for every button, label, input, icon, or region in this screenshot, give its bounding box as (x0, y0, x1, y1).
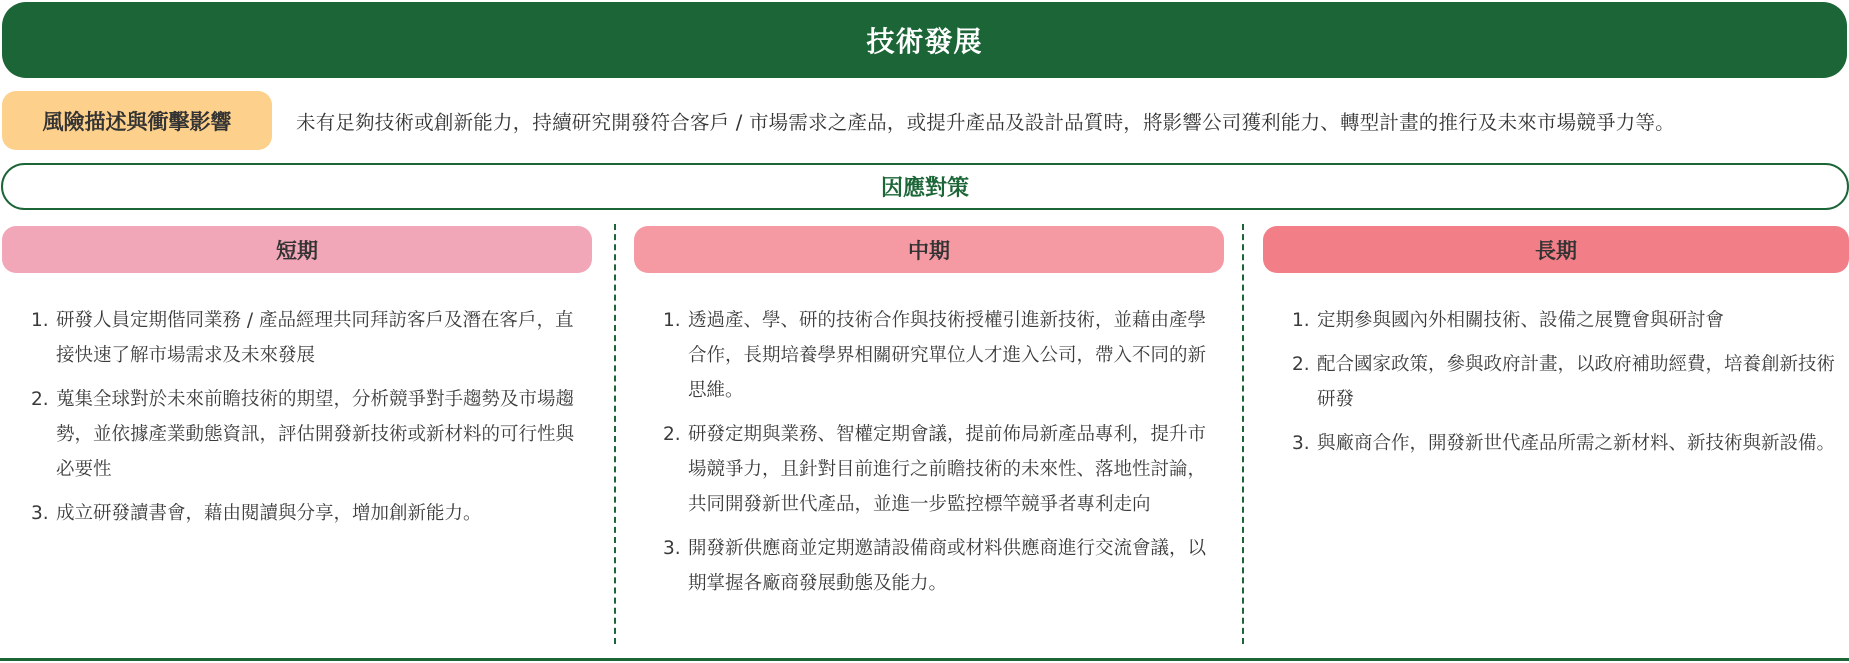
list-item-text: 開發新供應商並定期邀請設備商或材料供應商進行交流會議，以期掌握各廠商發展動態及能力。 (688, 538, 1207, 594)
list-item-text: 蒐集全球對於未來前瞻技術的期望，分析競爭對手趨勢及市場趨勢，並依據產業動態資訊，評估開發新技術或新材料的可行性與必要性 (56, 389, 575, 480)
column-divider (614, 224, 616, 644)
short-term-header: 短期 (2, 226, 592, 273)
list-item (634, 417, 1224, 522)
long-term-header: 長期 (1263, 226, 1849, 273)
list-item-text: 研發定期與業務、智權定期會議，提前佈局新產品專利，提升市場競爭力，且針對目前進行之前瞻技術的未來性、落地性討論，共同開發新世代產品，並進一步監控標竿競爭者專利走向 (688, 424, 1207, 515)
long-term-column (1263, 226, 1849, 470)
list-item-number: 2. (31, 389, 49, 410)
list-item (634, 531, 1224, 601)
mid-term-column (634, 226, 1224, 610)
list-item-text: 成立研發讀書會，藉由閱讀與分享，增加創新能力。 (56, 503, 482, 524)
list-item (1263, 426, 1849, 461)
list-item (2, 303, 592, 373)
list-item-text: 研發人員定期偕同業務 / 產品經理共同拜訪客戶及潛在客戶，直接快速了解市場需求及未來發展 (56, 310, 574, 366)
list-item-number: 3. (663, 538, 681, 559)
bottom-rule (0, 658, 1849, 661)
mid-term-header: 中期 (634, 226, 1224, 273)
list-item-number: 3. (1292, 433, 1310, 454)
list-item-text: 配合國家政策，參與政府計畫，以政府補助經費，培養創新技術研發 (1317, 354, 1836, 410)
list-item (1263, 303, 1849, 338)
list-item (2, 496, 592, 531)
list-item-text: 透過產、學、研的技術合作與技術授權引進新技術，並藉由產學合作，長期培養學界相關研究單位人才進入公司，帶入不同的新思維。 (688, 310, 1207, 401)
list-item (1263, 347, 1849, 417)
page-title: 技術發展 (2, 2, 1847, 78)
risk-label: 風險描述與衝擊影響 (2, 91, 272, 150)
list-item-text: 定期參與國內外相關技術、設備之展覽會與研討會 (1317, 310, 1725, 331)
long-term-list (1263, 303, 1849, 461)
list-item-text: 與廠商合作，開發新世代產品所需之新材料、新技術與新設備。 (1317, 433, 1836, 454)
risk-description: 未有足夠技術或創新能力，持續研究開發符合客戶 / 市場需求之產品，或提升產品及設計品質時，將影響公司獲利能力、轉型計畫的推行及未來市場競爭力等。 (296, 110, 1675, 134)
list-item-number: 1. (31, 310, 49, 331)
list-item-number: 3. (31, 503, 49, 524)
short-term-list (2, 303, 592, 531)
column-divider (1242, 224, 1244, 644)
list-item-number: 2. (663, 424, 681, 445)
list-item-number: 2. (1292, 354, 1310, 375)
response-title: 因應對策 (1, 163, 1849, 210)
list-item-number: 1. (1292, 310, 1310, 331)
mid-term-list (634, 303, 1224, 601)
list-item (634, 303, 1224, 408)
short-term-column (2, 226, 592, 540)
list-item-number: 1. (663, 310, 681, 331)
list-item (2, 382, 592, 487)
